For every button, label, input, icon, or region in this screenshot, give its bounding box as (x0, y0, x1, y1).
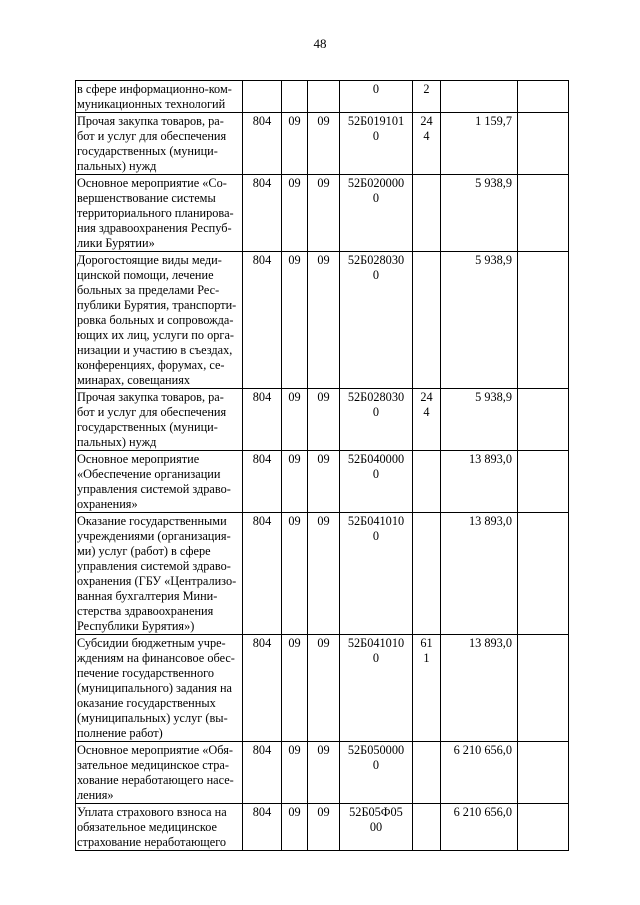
extra-cell (518, 389, 569, 451)
expense-type-code: 2 (413, 81, 441, 113)
amount: 5 938,9 (441, 175, 518, 252)
extra-cell (518, 742, 569, 804)
amount: 13 893,0 (441, 513, 518, 635)
subsection-code: 09 (308, 742, 340, 804)
ministry-code: 804 (243, 635, 282, 742)
row-name: Основное мероприятие «Со- вершенствование системы территориального планирова- ния здравоохранения Респуб- лики Бурятии» (76, 175, 243, 252)
target-article-code: 52Б041010 0 (340, 635, 413, 742)
ministry-code: 804 (243, 513, 282, 635)
row-name: в сфере информационно-ком- муникационных технологий (76, 81, 243, 113)
ministry-code: 804 (243, 252, 282, 389)
ministry-code: 804 (243, 389, 282, 451)
amount (441, 81, 518, 113)
subsection-code: 09 (308, 804, 340, 851)
ministry-code: 804 (243, 175, 282, 252)
expense-type-code (413, 742, 441, 804)
expense-type-code (413, 252, 441, 389)
expense-type-code (413, 804, 441, 851)
table-row (76, 451, 569, 513)
subsection-code: 09 (308, 175, 340, 252)
row-name: Уплата страхового взноса на обязательное медицинское страхование неработающего (76, 804, 243, 851)
amount: 13 893,0 (441, 451, 518, 513)
section-code (282, 81, 308, 113)
expense-type-code (413, 175, 441, 252)
ministry-code: 804 (243, 742, 282, 804)
row-name: Прочая закупка товаров, ра- бот и услуг для обеспечения государственных (муници- пальных) нужд (76, 389, 243, 451)
extra-cell (518, 804, 569, 851)
section-code: 09 (282, 252, 308, 389)
section-code: 09 (282, 513, 308, 635)
ministry-code: 804 (243, 804, 282, 851)
budget-table (75, 80, 569, 851)
target-article-code: 52Б041010 0 (340, 513, 413, 635)
amount: 6 210 656,0 (441, 742, 518, 804)
table-row (76, 81, 569, 113)
expense-type-code (413, 451, 441, 513)
target-article-code: 52Б05Ф05 00 (340, 804, 413, 851)
section-code: 09 (282, 113, 308, 175)
ministry-code (243, 81, 282, 113)
subsection-code: 09 (308, 513, 340, 635)
table-row (76, 742, 569, 804)
amount: 5 938,9 (441, 389, 518, 451)
row-name: Дорогостоящие виды меди- цинской помощи, лечение больных за пределами Рес- публики Бурятия, транспорти- ровка больных и сопровожда- ющих их лиц, услуги по орга- низации и участию в съездах, конференциях, форумах, се- минарах, совещаниях (76, 252, 243, 389)
extra-cell (518, 81, 569, 113)
target-article-code: 52Б050000 0 (340, 742, 413, 804)
table-row (76, 513, 569, 635)
subsection-code: 09 (308, 451, 340, 513)
row-name: Оказание государственными учреждениями (организация- ми) услуг (работ) в сфере управления системой здраво- охранения (ГБУ «Централизо- ванная бухгалтерия Мини- стерства здравоохранения Республики Бурятия») (76, 513, 243, 635)
row-name: Прочая закупка товаров, ра- бот и услуг для обеспечения государственных (муници- пальных) нужд (76, 113, 243, 175)
amount: 13 893,0 (441, 635, 518, 742)
table-row (76, 389, 569, 451)
ministry-code: 804 (243, 451, 282, 513)
page-number: 48 (313, 36, 327, 51)
extra-cell (518, 635, 569, 742)
expense-type-code: 24 4 (413, 113, 441, 175)
target-article-code: 0 (340, 81, 413, 113)
section-code: 09 (282, 804, 308, 851)
subsection-code: 09 (308, 635, 340, 742)
section-code: 09 (282, 742, 308, 804)
expense-type-code: 24 4 (413, 389, 441, 451)
subsection-code (308, 81, 340, 113)
row-name: Основное мероприятие «Обя- зательное медицинское стра- хование неработающего насе- ления» (76, 742, 243, 804)
table-row (76, 635, 569, 742)
section-code: 09 (282, 389, 308, 451)
row-name: Субсидии бюджетным учре- ждениям на финансовое обес- печение государственного (муниципального) задания на оказание государственных (муниципальных) услуг (вы- полнение работ) (76, 635, 243, 742)
table-row (76, 175, 569, 252)
subsection-code: 09 (308, 113, 340, 175)
amount: 5 938,9 (441, 252, 518, 389)
table-row (76, 804, 569, 851)
table-row (76, 252, 569, 389)
section-code: 09 (282, 175, 308, 252)
extra-cell (518, 451, 569, 513)
extra-cell (518, 252, 569, 389)
subsection-code: 09 (308, 252, 340, 389)
target-article-code: 52Б028030 0 (340, 252, 413, 389)
target-article-code: 52Б020000 0 (340, 175, 413, 252)
table-row (76, 113, 569, 175)
target-article-code: 52Б019101 0 (340, 113, 413, 175)
section-code: 09 (282, 635, 308, 742)
extra-cell (518, 113, 569, 175)
expense-type-code (413, 513, 441, 635)
ministry-code: 804 (243, 113, 282, 175)
amount: 6 210 656,0 (441, 804, 518, 851)
section-code: 09 (282, 451, 308, 513)
extra-cell (518, 175, 569, 252)
target-article-code: 52Б040000 0 (340, 451, 413, 513)
amount: 1 159,7 (441, 113, 518, 175)
expense-type-code: 61 1 (413, 635, 441, 742)
extra-cell (518, 513, 569, 635)
target-article-code: 52Б028030 0 (340, 389, 413, 451)
row-name: Основное мероприятие «Обеспечение организации управления системой здраво- охранения» (76, 451, 243, 513)
subsection-code: 09 (308, 389, 340, 451)
